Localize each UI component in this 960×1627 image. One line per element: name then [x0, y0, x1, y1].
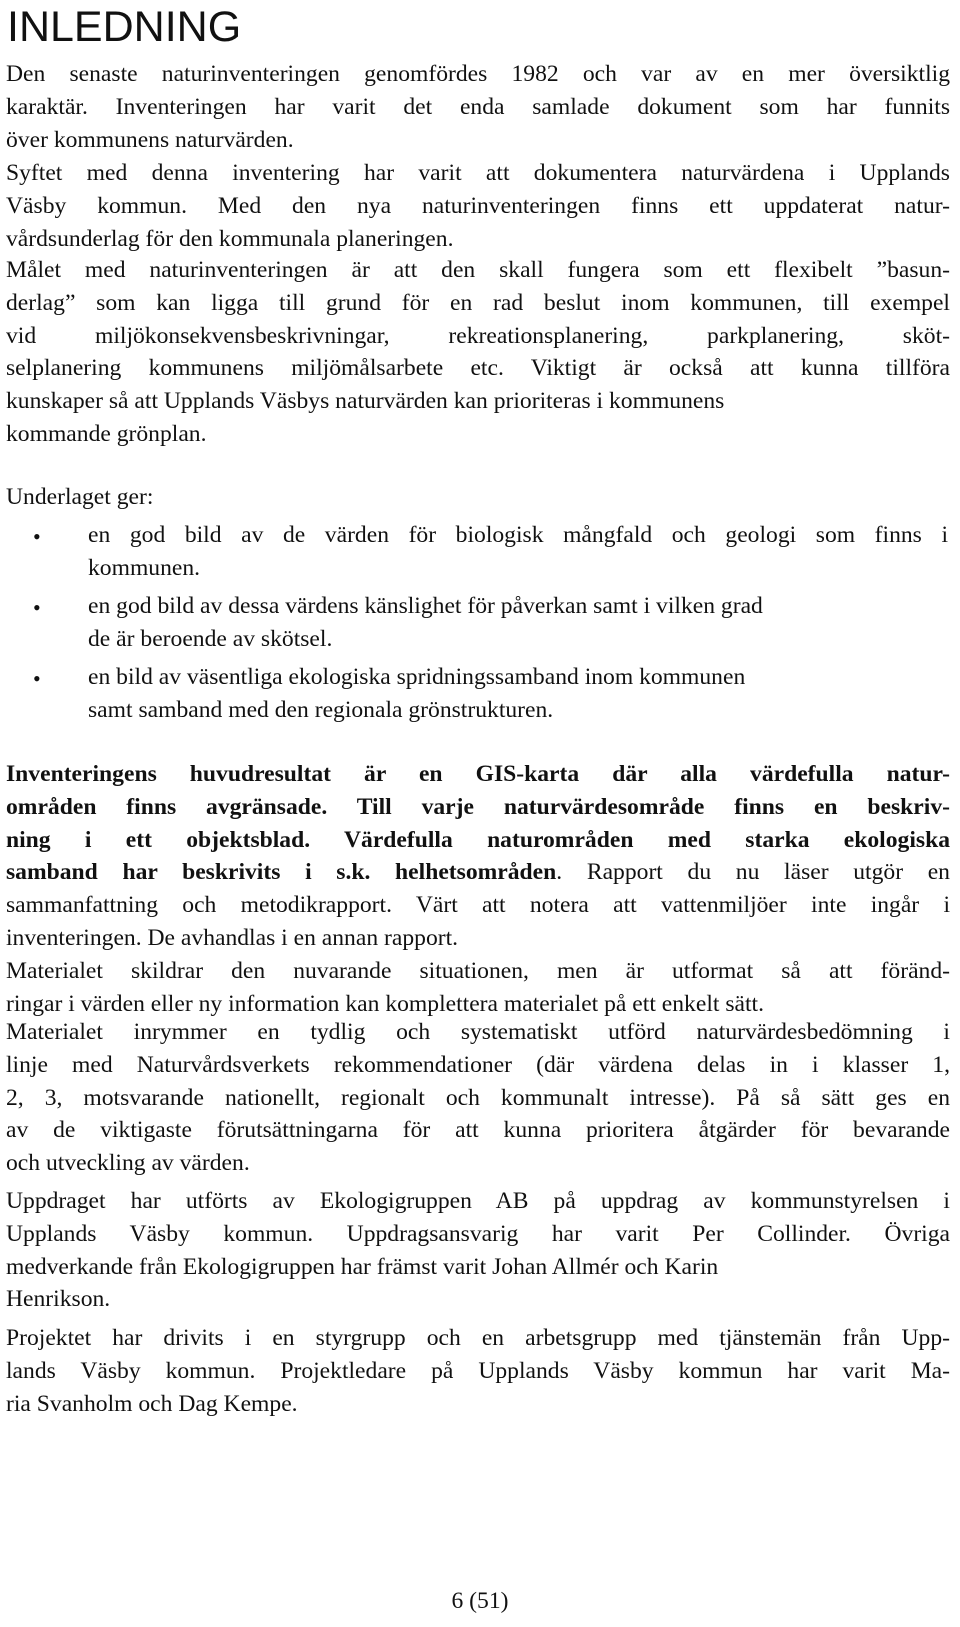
- text-line: av de viktigaste förutsättningarna för att kunna prioritera åtgärder för bevarande: [6, 1117, 950, 1144]
- paragraph-main-result: [6, 758, 950, 955]
- text-line: Inventeringens huvudresultat är en GIS-karta där alla värdefulla natur-: [6, 761, 950, 787]
- text-line: Syftet med denna inventering har varit att dokumentera naturvärdena i Upplands: [6, 160, 950, 186]
- bullet-icon: •: [33, 595, 41, 620]
- paragraph-assignment: [6, 1185, 950, 1316]
- paragraph-assessment: [6, 1016, 950, 1180]
- text-line: Upplands Väsby kommun. Uppdragsansvarig har varit Per Collinder. Övriga: [6, 1220, 950, 1247]
- text-line: Väsby kommun. Med den nya naturinventeringen finns ett uppdaterat natur-: [6, 192, 950, 219]
- paragraph-intro: [6, 58, 950, 156]
- text-line: en god bild av dessa värdens känslighet för påverkan samt i vilken grad: [88, 593, 763, 619]
- paragraph-goal: [6, 254, 950, 451]
- text-span: . Rapport du nu läser utgör en: [556, 859, 950, 886]
- text-line: Materialet skildrar den nuvarande situationen, men är utformat så att föränd-: [6, 958, 950, 984]
- text-line: kommunen.: [88, 554, 201, 581]
- page-title: INLEDNING: [7, 3, 242, 51]
- bold-text: samband har beskrivits i s.k. helhetsområden: [6, 859, 557, 886]
- text-line: 2, 3, motsvarande nationellt, regionalt och kommunalt intresse). På så sätt ges en: [6, 1084, 950, 1111]
- text-line: derlag” som kan ligga till grund för en rad beslut inom kommunen, till exempel: [6, 289, 950, 316]
- text-line: [6, 856, 950, 889]
- text-line: inventeringen. De avhandlas i en annan rapport.: [6, 924, 459, 951]
- text-line: ning i ett objektsblad. Värdefulla naturområden med starka ekologiska: [6, 826, 950, 853]
- text-line: en bild av väsentliga ekologiska spridningssamband inom kommunen: [88, 664, 746, 690]
- bullet-icon: •: [33, 666, 41, 691]
- text-line: vårdsunderlag för den kommunala planeringen.: [6, 225, 454, 252]
- text-line: vid miljökonsekvensbeskrivningar, rekreationsplanering, parkplanering, sköt-: [6, 322, 950, 349]
- text-line: medverkande från Ekologigruppen har främst varit Johan Allmér och Karin: [6, 1253, 719, 1280]
- text-line: kommande grönplan.: [6, 420, 207, 447]
- bullet-icon: •: [33, 524, 41, 549]
- text-line: över kommunens naturvärden.: [6, 126, 294, 153]
- text-line: de är beroende av skötsel.: [88, 625, 333, 652]
- text-line: Den senaste naturinventeringen genomfördes 1982 och var av en mer översiktlig: [6, 61, 950, 87]
- text-line: Projektet har drivits i en styrgrupp och en arbetsgrupp med tjänstemän från Upp-: [6, 1325, 950, 1351]
- list-intro: [6, 481, 950, 514]
- text-line: Underlaget ger:: [6, 484, 154, 510]
- text-line: Materialet inrymmer en tydlig och systematiskt utförd naturvärdesbedömning i: [6, 1019, 950, 1045]
- text-line: ria Svanholm och Dag Kempe.: [6, 1390, 298, 1417]
- text-line: sammanfattning och metodikrapport. Värt att notera att vattenmiljöer inte ingår i: [6, 892, 950, 919]
- paragraph-purpose: [6, 157, 950, 255]
- text-line: linje med Naturvårdsverkets rekommendationer (där värdena delas in i klasser 1,: [6, 1051, 950, 1078]
- list-item-text: [88, 590, 948, 656]
- paragraph-project: [6, 1322, 950, 1420]
- text-line: Målet med naturinventeringen är att den skall fungera som ett flexibelt ”basun-: [6, 257, 950, 283]
- text-line: samt samband med den regionala grönstrukturen.: [88, 696, 554, 723]
- text-line: en god bild av de värden för biologisk mångfald och geologi som finns i: [88, 522, 948, 548]
- paragraph-material: [6, 955, 950, 1021]
- text-line: karaktär. Inventeringen har varit det enda samlade dokument som har funnits: [6, 93, 950, 120]
- text-line: och utveckling av värden.: [6, 1150, 250, 1177]
- page-number: 6 (51): [451, 1588, 509, 1614]
- list-item-text: [88, 519, 948, 585]
- text-line: selplanering kommunens miljömålsarbete etc. Viktigt är också att kunna tillföra: [6, 355, 950, 382]
- text-line: ringar i värden eller ny information kan komplettera materialet på ett enkelt sätt.: [6, 990, 764, 1017]
- text-line: lands Väsby kommun. Projektledare på Upplands Väsby kommun har varit Ma-: [6, 1357, 950, 1384]
- text-line: kunskaper så att Upplands Väsbys naturvärden kan prioriteras i kommunens: [6, 388, 725, 415]
- list-item-text: [88, 661, 948, 727]
- text-line: områden finns avgränsade. Till varje naturvärdesområde finns en beskriv-: [6, 793, 950, 820]
- text-line: Uppdraget har utförts av Ekologigruppen AB på uppdrag av kommunstyrelsen i: [6, 1188, 950, 1214]
- text-line: Henrikson.: [6, 1286, 111, 1313]
